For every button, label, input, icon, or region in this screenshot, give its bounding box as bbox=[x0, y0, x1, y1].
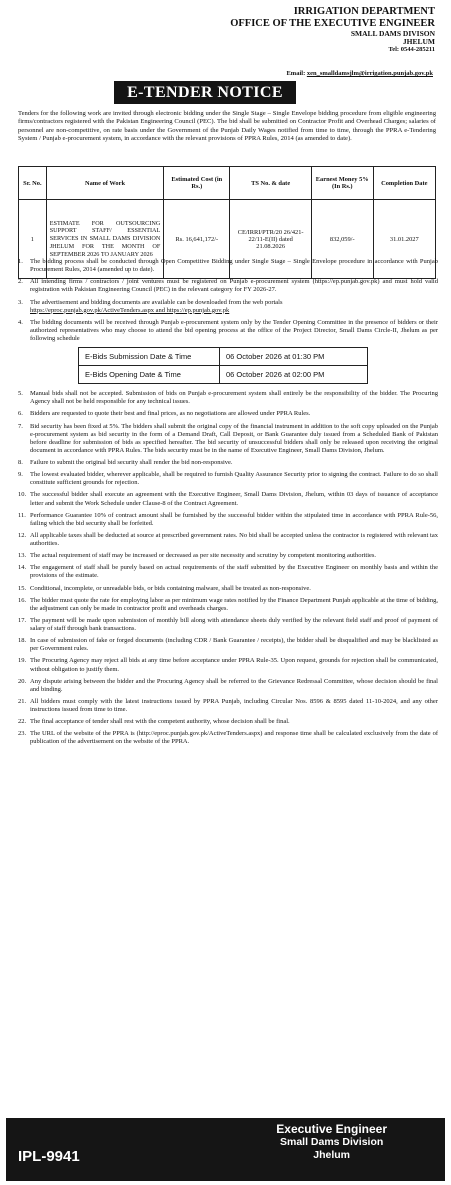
clause-15 bbox=[18, 585, 438, 593]
clause-21 bbox=[18, 698, 438, 714]
bid-schedule-table bbox=[78, 347, 368, 384]
clause-text: The final acceptance of tender shall rest with the competent authority, whose decision shall be final. bbox=[30, 718, 290, 726]
clause-text: Failure to submit the original bid security shall render the bid non-responsive. bbox=[30, 459, 233, 466]
cell-earnest: 832,059/- bbox=[311, 200, 373, 279]
cell-name: ESTIMATE FOR OUTSOURCING SUPPORT STAFF/ ESSENTIAL SERVICES IN SMALL DAMS DIVISION JHELUM FOR THE MONTH OF SEPTEMBER 2026 TO JANUARY 2026 bbox=[46, 200, 164, 279]
clause-number: 15. bbox=[18, 584, 27, 592]
col-earnest: Earnest Money 5% (In Rs.) bbox=[311, 167, 373, 200]
clause-4 bbox=[18, 319, 438, 343]
clause-16 bbox=[18, 597, 438, 613]
clause-number: 5. bbox=[18, 390, 23, 398]
clause-number: 2. bbox=[18, 278, 23, 286]
clause-text: Conditional, incomplete, or unreadable bids, or bids containing malware, shall be treated as non-responsive. bbox=[30, 584, 311, 592]
col-ts: TS No. & date bbox=[230, 167, 312, 200]
clause-19 bbox=[18, 657, 438, 673]
clause-number: 19. bbox=[18, 657, 27, 665]
clause-text: Bid security has been fixed at 5%. The bidders shall submit the original copy of the financial instrument in addition to the soft copy uploaded on the Punjab e-procurement system as bid security in the form of a Demand Draft, Call Deposit, or Bank Guarantee duly issued from a Scheduled Bank of Pakistan before deadline for submission of bids as specified hereafter. The bid security of unsuccessful bidders shall only be released upon receiving the original document in accordance with PPRA Rules. The bids security must be in the name of Executive Engineer, Small Dams Division, Jhelum. bbox=[30, 422, 438, 454]
clause-10 bbox=[18, 491, 438, 507]
clause-23 bbox=[18, 730, 438, 746]
clause-text: The lowest evaluated bidder, wherever applicable, shall be required to furnish Quality Assurance Security prior to signing the contract. Failure to do so shall constitute sufficient grounds for rejection. bbox=[30, 471, 438, 487]
clause-number: 23. bbox=[18, 730, 27, 738]
clause-number: 13. bbox=[18, 552, 27, 560]
clause-12 bbox=[18, 532, 438, 548]
cell-ts: CE/IRRI/PTR/20 26/421-22/11-E(II) dated 21.08.2026 bbox=[230, 200, 312, 279]
clause-text: In case of submission of fake or forged documents (including CDR / Bank Guarantee / receipts), the bidder shall be disqualified and may be blacklisted as per Government rules. bbox=[30, 637, 438, 653]
clause-text: The URL of the website of the PPRA is (http://eproc.punjab.gov.pk/ActiveTenders.aspx) and response time shall be calculated exclusively from the date of publication of the advertisement on the website of the PPRA. bbox=[30, 730, 438, 746]
clause-text: All intending firms / contractors / joint ventures must be registered on Punjab e-procurement system (https://ep.punjab.gov.pk) and must hold valid registration with Pakistan Engineering Council (PEC) in the relevant category for FY 2026-27. bbox=[30, 278, 438, 294]
clause-text: The actual requirement of staff may be increased or decreased as per site necessity and scrutiny by competent monitoring authorities. bbox=[30, 552, 377, 560]
signatory-city: Jhelum bbox=[313, 1148, 351, 1161]
work-table-header bbox=[19, 167, 436, 200]
clause-number: 16. bbox=[18, 596, 27, 604]
clause-8 bbox=[18, 459, 438, 467]
clause-number: 7. bbox=[18, 422, 23, 430]
clause-3 bbox=[18, 299, 438, 315]
division-name: SMALL DAMS DIVISON bbox=[350, 28, 435, 38]
letterhead bbox=[230, 6, 435, 54]
clause-text: Manual bids shall not be accepted. Submission of bids on Punjab e-procurement system shall entirely be the responsibility of the bidder. The Procuring Agency shall not be held responsible for any technical issues. bbox=[30, 390, 438, 406]
clause-number: 12. bbox=[18, 531, 27, 539]
opening-label: E-Bids Opening Date & Time bbox=[79, 366, 220, 384]
email-link[interactable]: xen_smalldamsjlm@irrigation.punjab.gov.pk bbox=[306, 70, 433, 77]
clause-number: 6. bbox=[18, 410, 23, 418]
clause-text: The payment will be made upon submission of monthly bill along with attendance sheets duly verified by the relevant field staff and proof of payment of salary of staff through bank transactions. bbox=[30, 616, 438, 632]
clause-text: All applicable taxes shall be deducted at source at prescribed government rates. No bid shall be accepted unless the contractor is registered with relevant tax authorities. bbox=[30, 531, 438, 547]
clause-text: The successful bidder shall execute an agreement with the Executive Engineer, Small Dams Division, Jhelum, within 03 days of issuance of acceptance letter and submit the Work Schedule under Clause-8 of the Contract Agreement. bbox=[30, 491, 438, 507]
clause-number: 8. bbox=[18, 459, 23, 466]
clause-number: 11. bbox=[18, 511, 26, 519]
clause-text: Any dispute arising between the bidder and the Procuring Agency shall be referred to the Grievance Redressal Committee, whose decision should be final and binding. bbox=[30, 677, 438, 693]
clause-text: Bidders are requested to quote their best and final prices, as no negotiations are allowed under PPRA Rules. bbox=[30, 410, 311, 418]
table-row bbox=[79, 366, 368, 384]
signature-block bbox=[276, 1122, 387, 1162]
notice-title: E-TENDER NOTICE bbox=[114, 81, 296, 104]
clause-7 bbox=[18, 423, 438, 456]
signatory-title: Executive Engineer bbox=[276, 1122, 387, 1136]
clause-11 bbox=[18, 512, 438, 528]
clause-text: Performance Guarantee 10% of contract amount shall be furnished by the successful bidder within the stipulated time in accordance with PPRA Rule-56, failing which the bid security shall be forfeited. bbox=[30, 511, 438, 527]
cell-cost: Rs. 16,641,172/- bbox=[164, 200, 230, 279]
clause-5 bbox=[18, 390, 438, 406]
clause-text: The advertisement and bidding documents are available can be downloaded from the web portals bbox=[30, 298, 283, 306]
submission-value: 06 October 2026 at 01:30 PM bbox=[220, 348, 368, 366]
opening-value: 06 October 2026 at 02:00 PM bbox=[220, 366, 368, 384]
clause-number: 3. bbox=[18, 298, 23, 306]
cell-completion: 31.01.2027 bbox=[373, 200, 435, 279]
email-line bbox=[286, 70, 433, 77]
office-name: OFFICE OF THE EXECUTIVE ENGINEER bbox=[230, 17, 435, 29]
col-cost: Estimated Cost (in Rs.) bbox=[164, 167, 230, 200]
footer-bar bbox=[6, 1118, 445, 1181]
col-name: Name of Work bbox=[46, 167, 164, 200]
clause-text: The bidder must quote the rate for employing labor as per minimum wage rates notified by the Finance Department Punjab applicable at the time of bidding, the adjustment can only be made in contractor profit and overheads charges. bbox=[30, 596, 438, 612]
clause-6 bbox=[18, 410, 438, 418]
col-sr: Sr. No. bbox=[19, 167, 47, 200]
clause-number: 17. bbox=[18, 616, 27, 624]
cell-sr: 1 bbox=[19, 200, 47, 279]
email-label: Email: bbox=[286, 70, 306, 77]
clause-2 bbox=[18, 278, 438, 294]
clause-1 bbox=[18, 258, 438, 274]
col-completion: Completion Date bbox=[373, 167, 435, 200]
clause-number: 4. bbox=[18, 318, 23, 326]
signatory-division: Small Dams Division bbox=[279, 1136, 384, 1149]
clause-number: 21. bbox=[18, 697, 27, 705]
clause-text: All bidders must comply with the latest instructions issued by PPRA Punjab, including Circular Nos. 8596 & 8595 dated 11-10-2024, and any other instructions issued from time to time. bbox=[30, 697, 438, 713]
clause-17 bbox=[18, 617, 438, 633]
intro-paragraph: Tenders for the following work are invited through electronic bidding under the Single Stage – Single Envelope bidding procedure from eligible engineering firms/contractors registered with the Pakistan Engineering Council (PEC). The bid shall be submitted on Contractor Profit and Overhead Charges; salaries of personnel are non-competitive, on rate basis under the Government of the Punjab Daily Wages notified from time to time, through the PPRA e-Tendering System / Punjab e-procurement system, in accordance with the relevant provisions of PPRA Rules, 2014 (as amended to date). bbox=[18, 110, 436, 143]
clause-13 bbox=[18, 552, 438, 560]
clause-number: 14. bbox=[18, 564, 27, 572]
clause-text: The Procuring Agency may reject all bids at any time before acceptance under PPRA Rule-35. Upon request, grounds for rejection shall be communicated, without obligation to justify them. bbox=[30, 657, 438, 673]
clause-text: The engagement of staff shall be purely based on actual requirements of the staff submitted by the Executive Engineer on monthly basis and within the provisions of the estimate. bbox=[30, 564, 438, 580]
clause-number: 9. bbox=[18, 471, 23, 479]
clause-20 bbox=[18, 678, 438, 694]
clause-22 bbox=[18, 718, 438, 726]
clauses-list bbox=[18, 258, 438, 751]
clause-number: 18. bbox=[18, 637, 27, 645]
clause-14 bbox=[18, 564, 438, 580]
ipl-number: IPL-9941 bbox=[18, 1148, 80, 1165]
clause-text: The bidding process shall be conducted through Open Competitive Bidding under Single Stage – Single Envelope procedure in accordance with Punjab Procurement Rules, 2014 (amended up to date). bbox=[30, 258, 438, 274]
clause-9 bbox=[18, 471, 438, 487]
city-name: JHELUM bbox=[402, 36, 435, 46]
department-name: IRRIGATION DEPARTMENT bbox=[293, 6, 435, 17]
table-row bbox=[79, 348, 368, 366]
clause-number: 22. bbox=[18, 718, 27, 726]
clause-18 bbox=[18, 637, 438, 653]
clause-number: 20. bbox=[18, 677, 27, 685]
clause-number: 10. bbox=[18, 491, 27, 499]
portal-links[interactable]: https://eproc.punjab.gov.pk/ActiveTenders.aspx and https://ep.punjab.gov.pk bbox=[30, 306, 230, 314]
clause-number: 1. bbox=[18, 258, 23, 265]
submission-label: E-Bids Submission Date & Time bbox=[79, 348, 220, 366]
telephone: Tel: 0544-285211 bbox=[388, 46, 435, 54]
clause-text: The bidding documents will be received through Punjab e-procurement system only by the Tender Opening Committee in the presence of bidders or their authorized representatives who may choose to attend the bid opening process at the office of the Project Director, Small Dams Circle-II, Jhelum as per following schedule bbox=[30, 318, 438, 342]
